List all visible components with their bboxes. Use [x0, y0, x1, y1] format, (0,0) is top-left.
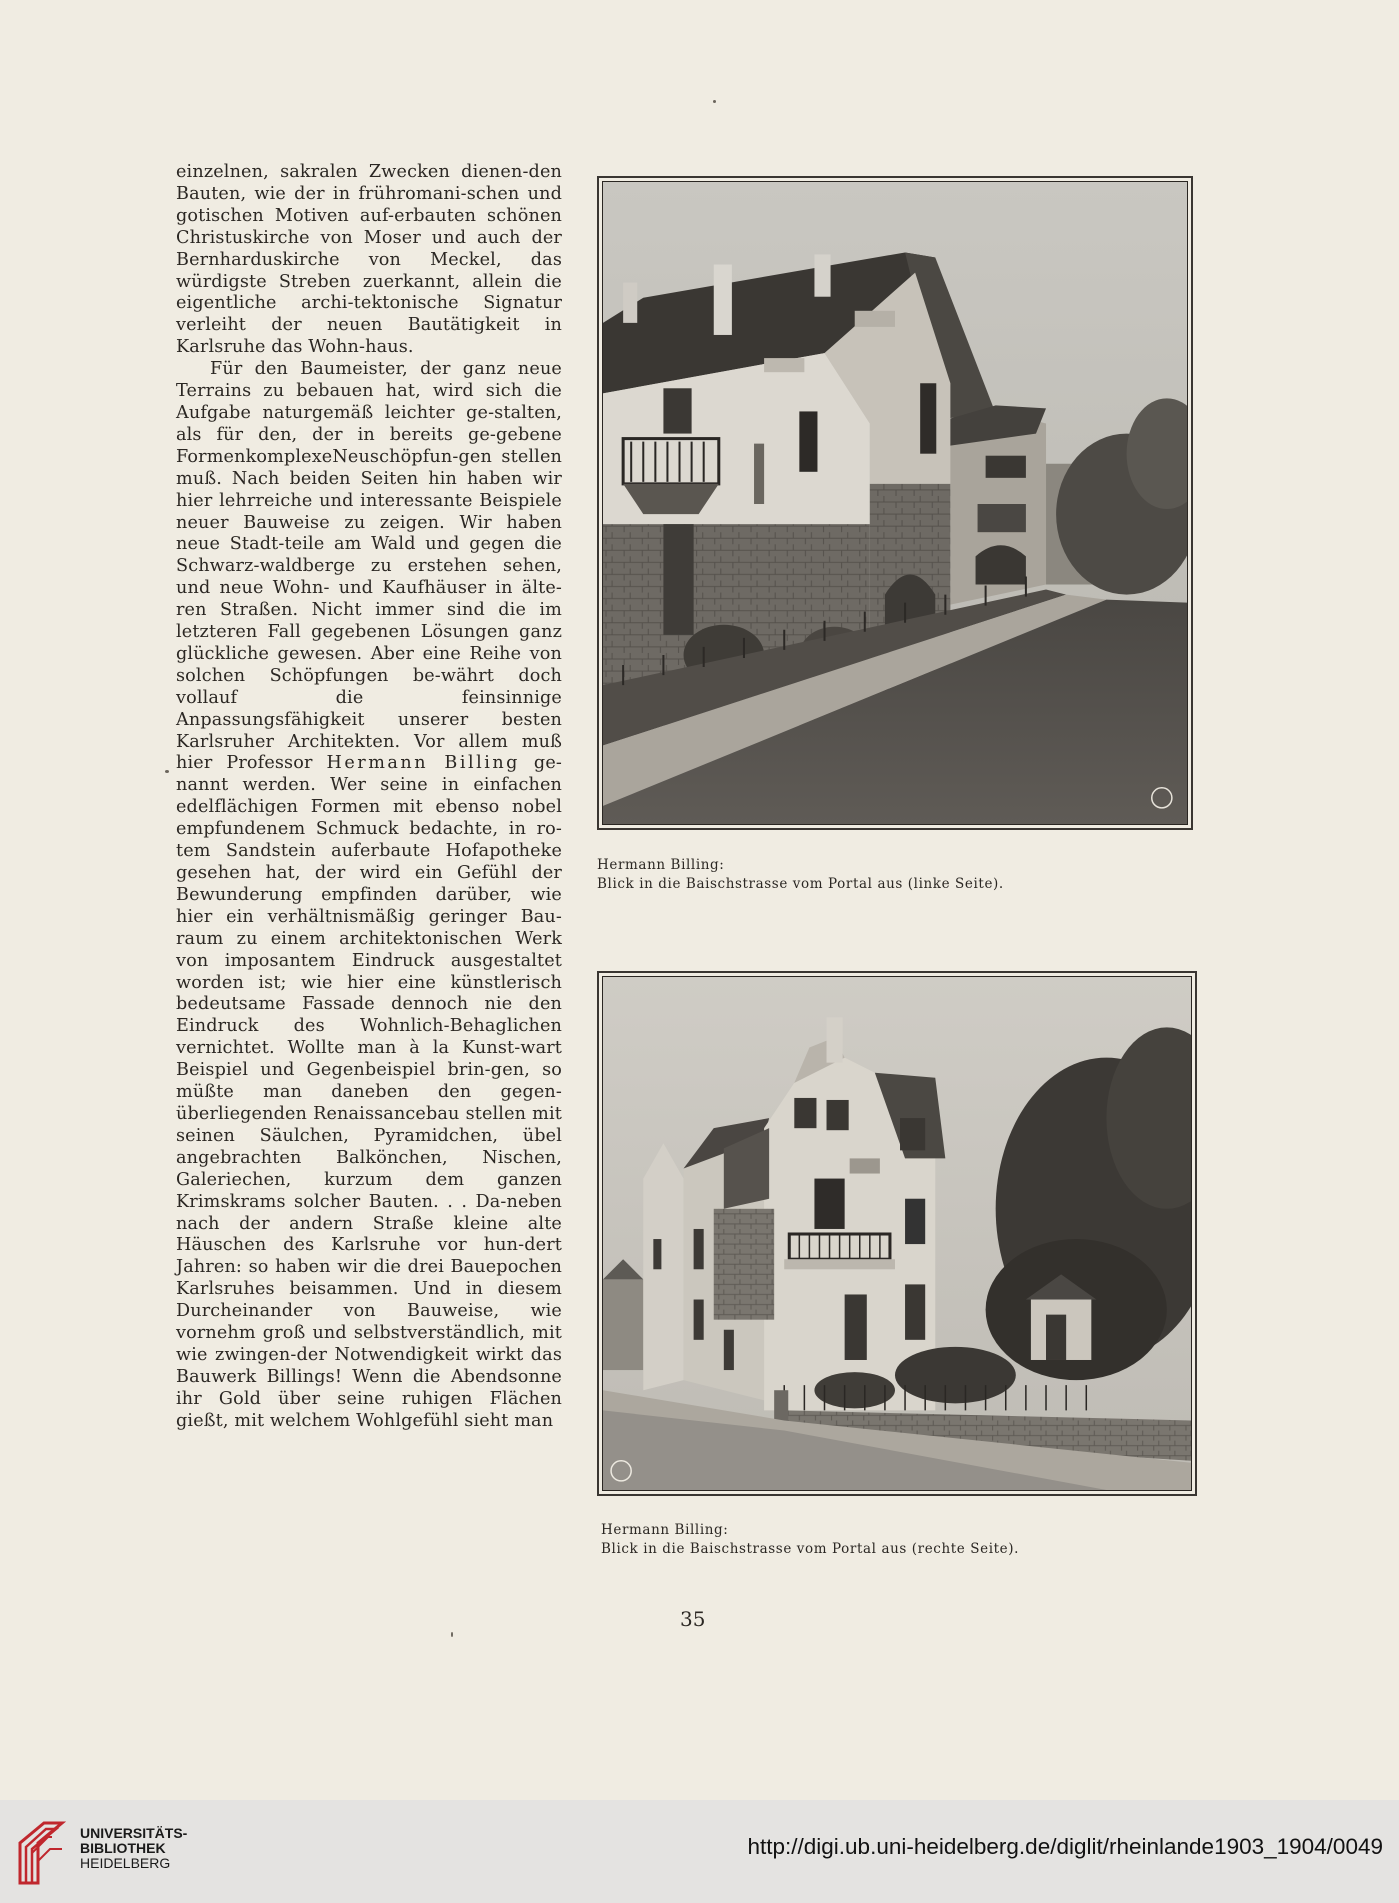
caption-left-author: Hermann Billing: [597, 857, 725, 873]
footer-bar [0, 1800, 1399, 1903]
paragraph-2 [176, 359, 562, 1432]
university-library-logo-icon [16, 1817, 66, 1887]
source-url-link[interactable]: http://digi.ub.uni-heidelberg.de/diglit/rheinlande1903_1904/0049 [747, 1834, 1383, 1859]
caption-photo-right [601, 1521, 1019, 1559]
library-name-line-1: UNIVERSITÄTS- [80, 1825, 188, 1841]
library-name-line-3: HEIDELBERG [80, 1855, 171, 1871]
body-text-column [176, 162, 562, 1433]
caption-right-author: Hermann Billing: [601, 1522, 729, 1538]
photo-baischstrasse-left [597, 176, 1193, 830]
architect-name: Hermann Billing [326, 753, 520, 774]
caption-left-title: Blick in die Baischstrasse vom Portal aus (linke Seite). [597, 876, 1004, 892]
scan-speck [713, 100, 716, 103]
paragraph-2-part-a: Für den Baumeister, der ganz neue Terrains zu bebauen hat, wird sich die Aufgabe naturgemäß leichter ge-stalten, als für den, der in bereits ge-gebene FormenkomplexeNeuschöpfun-gen stellen muß. Nach beiden Seiten hin haben wir hier lehrreiche und interessante Beispiele neuer Bauweise zu zeigen. Wir haben neue Stadt-teile am Wald und gegen die Schwarz-waldberge zu erstehen sehen, und neue Wohn- und Kaufhäuser in älte-ren Straßen. Nicht immer sind die im letzteren Fall gegebenen Lösungen ganz glückliche gewesen. Aber eine Reihe von solchen Schöpfungen be-währt doch vollauf die feinsinnige Anpassungsfähigkeit unserer besten Karlsruher Architekten. Vor allem muß hier Professor [176, 359, 562, 774]
paragraph-1: einzelnen, sakralen Zwecken dienen-den Bauten, wie der in frühromani-schen und gotischen Motiven auf-erbauten schönen Christuskirche von Moser und auch der Bernharduskirche von Meckel, das würdigste Streben zuerkannt, allein die eigentliche archi-tektonische Signatur verleiht der neuen Bautätigkeit in Karlsruhe das Wohn-haus. [176, 162, 562, 358]
library-name-line-2: BIBLIOTHEK [80, 1840, 166, 1856]
scan-speck [451, 1632, 453, 1637]
photo-left-image [603, 182, 1187, 824]
photo-right-image [603, 977, 1191, 1490]
caption-photo-left [597, 856, 1004, 894]
photo-baischstrasse-right [597, 971, 1197, 1496]
library-name [80, 1826, 187, 1871]
caption-right-title: Blick in die Baischstrasse vom Portal aus (rechte Seite). [601, 1541, 1020, 1557]
paragraph-2-part-b: ge-nannt werden. Wer seine in einfachen edelflächigen Formen mit ebenso nobel empfundenem Schmuck bedachte, in ro-tem Sandstein auferbaute Hofapotheke gesehen hat, der wird ein Gefühl der Bewunderung empfinden darüber, wie hier ein verhältnismäßig geringer Bau-raum zu einem architektonischen Werk von imposantem Eindruck ausgestaltet worden ist; wie hier eine künstlerisch bedeutsame Fassade dennoch nie den Eindruck des Wohnlich-Behaglichen vernichtet. Wollte man à la Kunst-wart Beispiel und Gegenbeispiel brin-gen, so müßte man daneben den gegen-überliegenden Renaissancebau stellen mit seinen Säulchen, Pyramidchen, übel angebrachten Balkönchen, Nischen, Galeriechen, kurzum dem ganzen Krimskrams solcher Bauten. . . Da-neben nach der andern Straße kleine alte Häuschen des Karlsruhe vor hun-dert Jahren: so haben wir die drei Bauepochen Karlsruhes beisammen. Und in diesem Durcheinander von Bauweise, wie vornehm groß und selbstverständlich, mit wie zwingen-der Notwendigkeit wirkt das Bauwerk Billings! Wenn die Abendsonne ihr Gold über seine ruhigen Flächen gießt, mit welchem Wohlgefühl sieht man [176, 753, 562, 1431]
page-number: 35 [680, 1607, 706, 1631]
scan-speck [165, 770, 169, 773]
